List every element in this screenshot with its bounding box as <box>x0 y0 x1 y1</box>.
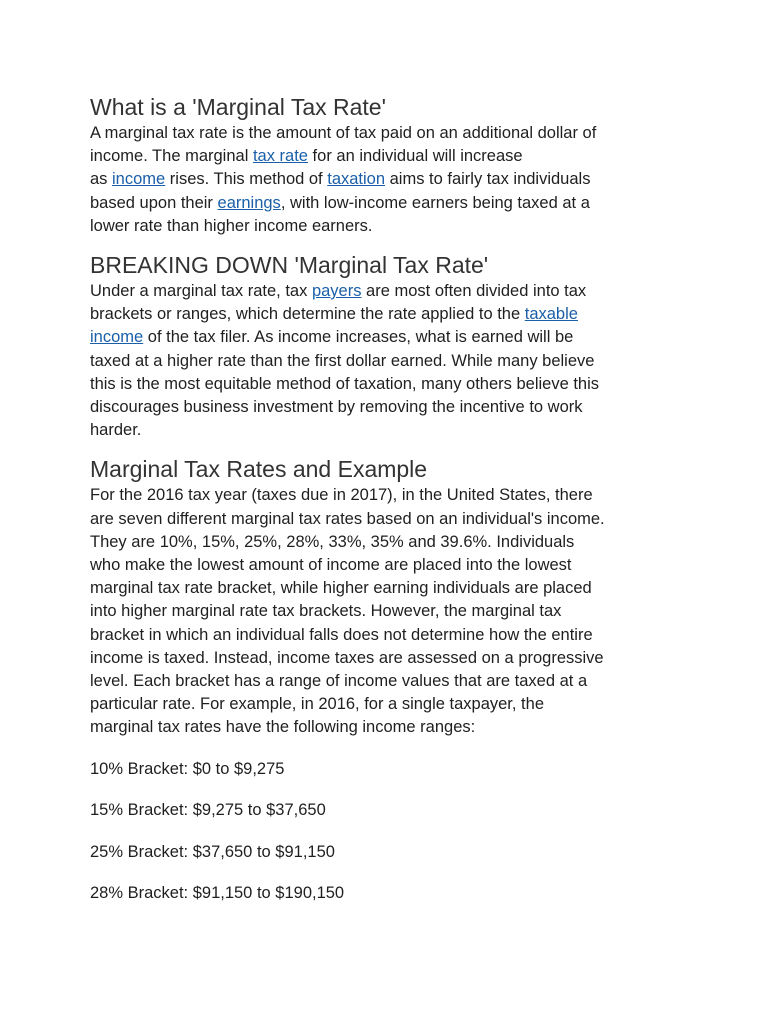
link-taxable-income[interactable]: taxable <box>524 305 578 324</box>
text-run: income. The marginal <box>90 147 253 166</box>
text-run: harder. <box>90 421 142 440</box>
paragraph-line <box>90 350 690 373</box>
paragraph-line <box>90 554 690 577</box>
text-run: taxed at a higher rate than the first dollar earned. While many believe <box>90 351 595 370</box>
document-page <box>90 92 690 924</box>
text-run: Under a marginal tax rate, tax <box>90 282 312 301</box>
section-heading: BREAKING DOWN 'Marginal Tax Rate' <box>90 252 489 279</box>
paragraph-line <box>90 716 690 739</box>
text-run: of the tax filer. As income increases, what is earned will be <box>143 328 574 347</box>
paragraph-line <box>90 600 690 623</box>
paragraph-line <box>90 531 690 554</box>
text-run: level. Each bracket has a range of income values that are taxed at a <box>90 672 588 691</box>
text-run: bracket in which an individual falls does not determine how the entire <box>90 625 593 644</box>
bracket-item: 10% Bracket: $0 to $9,275 <box>90 759 285 778</box>
text-run: into higher marginal rate tax brackets. However, the marginal tax <box>90 602 562 621</box>
paragraph-line <box>90 577 690 600</box>
text-run: based upon their <box>90 193 218 212</box>
text-run: , with low-income earners being taxed at a <box>280 193 590 212</box>
text-run: marginal tax rate bracket, while higher earning individuals are placed <box>90 579 592 598</box>
text-run: are seven different marginal tax rates based on an individual's income. <box>90 509 605 528</box>
paragraph-line <box>90 326 690 349</box>
text-run: marginal tax rates have the following income ranges: <box>90 718 476 737</box>
paragraph-line <box>90 508 690 531</box>
section-rates-example <box>90 454 690 739</box>
bracket-item: 25% Bracket: $37,650 to $91,150 <box>90 842 335 861</box>
paragraph-line <box>90 122 690 145</box>
text-run: as <box>90 170 113 189</box>
text-run: rises. This method of <box>165 170 328 189</box>
bracket-item: 15% Bracket: $9,275 to $37,650 <box>90 801 326 820</box>
text-run: A marginal tax rate is the amount of tax paid on an additional dollar of <box>90 124 597 142</box>
link-taxable-income[interactable]: income <box>90 328 144 347</box>
text-run: lower rate than higher income earners. <box>90 216 373 235</box>
text-run: For the 2016 tax year (taxes due in 2017), in the United States, there <box>90 486 593 505</box>
link-payers[interactable]: payers <box>311 282 362 301</box>
paragraph-line <box>90 647 690 670</box>
link-tax-rate[interactable]: tax rate <box>252 147 308 166</box>
text-run: who make the lowest amount of income are placed into the lowest <box>90 556 572 575</box>
section-body <box>90 280 690 442</box>
text-run: this is the most equitable method of taxation, many others believe this <box>90 374 600 393</box>
paragraph-line <box>90 670 690 693</box>
paragraph-line <box>90 419 690 442</box>
text-run: particular rate. For example, in 2016, for a single taxpayer, the <box>90 695 544 714</box>
link-taxation[interactable]: taxation <box>327 170 386 189</box>
text-run: discourages business investment by removing the incentive to work <box>90 398 583 417</box>
paragraph-line <box>90 192 690 215</box>
section-body <box>90 484 690 739</box>
paragraph-line <box>90 396 690 419</box>
section-breaking-down <box>90 250 690 442</box>
paragraph-line <box>90 145 690 168</box>
text-run: brackets or ranges, which determine the rate applied to the <box>90 305 525 324</box>
paragraph-line <box>90 373 690 396</box>
paragraph-line <box>90 280 690 303</box>
section-heading: Marginal Tax Rates and Example <box>90 456 428 483</box>
paragraph-line <box>90 624 690 647</box>
paragraph-line <box>90 215 690 238</box>
section-body <box>90 122 690 238</box>
text-run: are most often divided into tax <box>361 282 587 301</box>
paragraph-line <box>90 303 690 326</box>
paragraph-line <box>90 168 690 191</box>
text-run: income is taxed. Instead, income taxes are assessed on a progressive <box>90 648 604 667</box>
text-run: aims to fairly tax individuals <box>385 170 591 189</box>
bracket-item: 28% Bracket: $91,150 to $190,150 <box>90 884 345 903</box>
link-income[interactable]: income <box>112 170 166 189</box>
section-what-is <box>90 92 690 238</box>
section-heading: What is a 'Marginal Tax Rate' <box>90 94 386 120</box>
bracket-list <box>90 758 690 906</box>
text-run: for an individual will increase <box>307 147 523 166</box>
paragraph-line <box>90 484 690 507</box>
link-earnings[interactable]: earnings <box>217 193 281 212</box>
text-run: They are 10%, 15%, 25%, 28%, 33%, 35% and 39.6%. Individuals <box>90 532 575 551</box>
paragraph-line <box>90 693 690 716</box>
